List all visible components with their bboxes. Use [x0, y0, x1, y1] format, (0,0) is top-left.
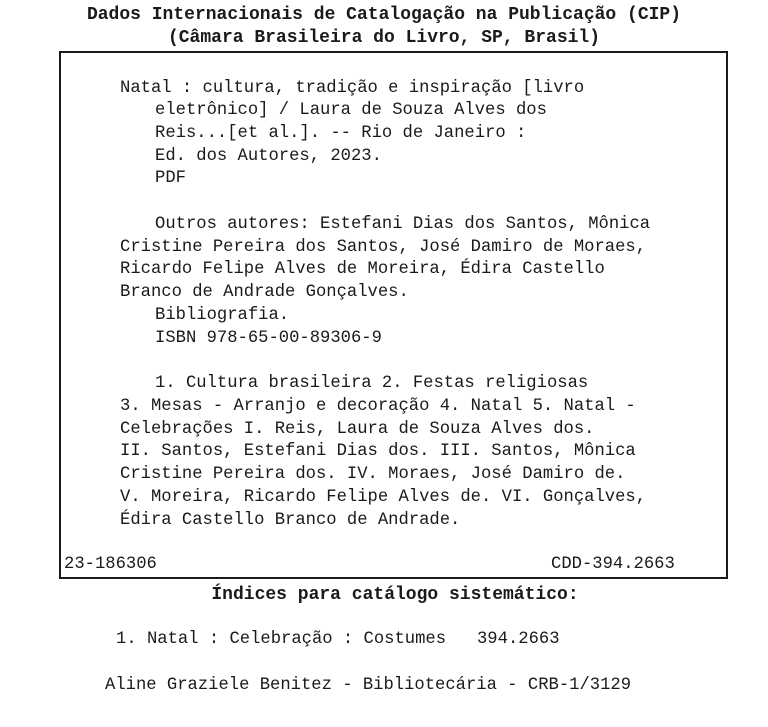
card-subjects-line: 3. Mesas - Arranjo e decoração 4. Natal 5. Natal - — [120, 397, 636, 416]
index-heading: Índices para catálogo sistemático: — [211, 585, 579, 605]
card-control-number: 23-186306 — [64, 555, 157, 574]
card-subjects-line: 1. Cultura brasileira 2. Festas religiosas — [155, 374, 589, 393]
card-authors-line: Outros autores: Estefani Dias dos Santos, Mônica — [155, 215, 651, 234]
cip-header-subtitle: (Câmara Brasileira do Livro, SP, Brasil) — [167, 28, 601, 48]
card-authors-line: Ricardo Felipe Alves de Moreira, Édira Castello — [120, 260, 605, 279]
index-entry: 1. Natal : Celebração : Costumes 394.2663 — [116, 630, 560, 649]
card-title-line: Ed. dos Autores, 2023. — [155, 147, 382, 166]
cip-header-title: Dados Internacionais de Catalogação na Publicação (CIP) — [86, 5, 682, 25]
librarian-credit: Aline Graziele Benitez - Bibliotecária - CRB-1/3129 — [105, 676, 632, 695]
card-subjects-line: Cristine Pereira dos. IV. Moraes, José Damiro de. — [120, 465, 626, 484]
card-subjects-line: V. Moreira, Ricardo Felipe Alves de. VI. Gonçalves, — [120, 488, 647, 507]
card-isbn: ISBN 978-65-00-89306-9 — [155, 329, 382, 348]
card-authors-line: Branco de Andrade Gonçalves. — [120, 283, 409, 302]
card-subjects-line: Celebrações I. Reis, Laura de Souza Alves dos. — [120, 420, 595, 439]
card-subjects-line: II. Santos, Estefani Dias dos. III. Santos, Mônica — [120, 442, 636, 461]
card-cdd: CDD-394.2663 — [551, 555, 675, 574]
card-format: PDF — [155, 169, 186, 188]
card-subjects-line: Édira Castello Branco de Andrade. — [120, 511, 461, 530]
card-title-line: eletrônico] / Laura de Souza Alves dos — [155, 101, 547, 120]
card-authors-line: Cristine Pereira dos Santos, José Damiro de Moraes, — [120, 238, 647, 257]
card-title-line: Natal : cultura, tradição e inspiração [livro — [120, 79, 585, 98]
card-title-line: Reis...[et al.]. -- Rio de Janeiro : — [155, 124, 527, 143]
card-bibliography: Bibliografia. — [155, 306, 290, 325]
